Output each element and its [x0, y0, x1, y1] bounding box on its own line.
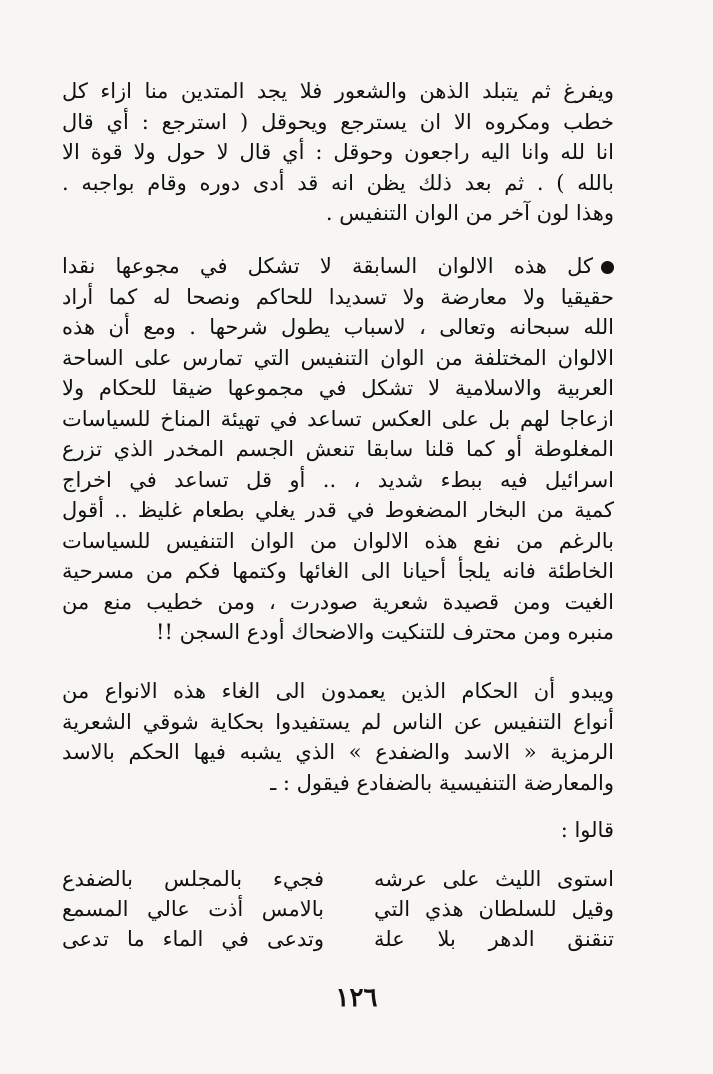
text-line: أنواع التنفيس عن الناس لم يستفيدوا بحكاية شوقي الشعرية	[62, 709, 614, 734]
text-line: انا لله وانا اليه راجعون وحوقل : أي قال لا حول ولا قوة الا	[62, 140, 614, 164]
text-line: ازعاجا لهم بل على العكس تساعد في تهيئة المناخ للسياسات	[62, 406, 614, 431]
poem-hemistich-left: وتدعى في الماء ما تدعى	[62, 927, 324, 951]
poem-hemistich-right: تنقنق الدهر بلا علة	[374, 927, 614, 951]
text-line: بالله ) . ثم بعد ذلك يظن انه قد أدى دوره وقام بواجبه .	[62, 170, 614, 195]
text-line: الالوان المختلفة من الوان التنفيس التي تمارس على الساحة	[62, 345, 614, 370]
poem	[62, 864, 614, 954]
text-line: كمية من البخار المضغوط في قدر يغلي بطعام غليظ .. أقول	[62, 498, 614, 522]
text-line: الغيت ومن قصيدة شعرية صودرت ، ومن خطيب منع من	[62, 589, 614, 614]
text-line: حقيقيا ولا معارضة ولا تسديدا للحاكم ونصحا له كما أراد	[62, 284, 614, 309]
poem-verse	[62, 864, 614, 894]
poem-hemistich-right: استوى الليث على عرشه	[374, 867, 614, 891]
text-line-content: كل هذه الالوان السابقة لا تشكل في مجوعها نقدا	[62, 254, 593, 278]
text-line: خطب ومكروه الا ان يسترجع ويحوقل ( استرجع : أي قال	[62, 109, 614, 134]
text-line: بالرغم من نفع هذه الالوان من الوان التنفيس للسياسات	[62, 528, 614, 553]
text-line-first	[62, 251, 614, 282]
text-line: العربية والاسلامية لا تشكل في مجموعها ضيقا للحكام ولا	[62, 376, 614, 400]
poem-intro-text: قالوا :	[560, 818, 614, 842]
text-line: وهذا لون آخر من الوان التنفيس .	[325, 201, 614, 225]
poem-verse	[62, 894, 614, 924]
text-line: المغلوطة أو كما قلنا سابقا تنعش الجسم المخدر الذي تزرع	[62, 437, 614, 461]
page-number: ١٢٦	[335, 983, 378, 1013]
poem-hemistich-left: فجيء بالمجلس بالضفدع	[62, 867, 324, 891]
text-line: ويفرغ ثم يتبلد الذهن والشعور فلا يجد المتدين منا ازاء كل	[62, 79, 614, 103]
text-line: منبره ومن محترف للتنكيت والاضحاك أودع السجن !!	[156, 620, 614, 644]
poem-hemistich-right: وقيل للسلطان هذي التي	[374, 897, 614, 921]
paragraph-3	[62, 676, 614, 798]
poem-verse	[62, 924, 614, 954]
text-line: الخاطئة فانه يلجأ أحيانا الى الغائها وكتمها فكم من مسرحية	[62, 559, 614, 583]
text-line: والمعارضة التنفيسية بالضفادع فيقول : ـ	[270, 770, 614, 795]
paragraph-2	[62, 251, 614, 648]
poem-hemistich-left: بالامس أذت عالي المسمع	[62, 897, 324, 921]
text-line: الرمزية « الاسد والضفدع » الذي يشبه فيها الحكم بالاسد	[62, 740, 614, 764]
text-line: اسرائيل فيه ببطء شديد ، .. أو قل تساعد في اخراج	[62, 467, 614, 492]
paragraph-1	[62, 76, 614, 229]
poem-intro	[62, 815, 614, 846]
text-line: ويبدو أن الحكام الذين يعمدون الى الغاء هذه الانواع من	[62, 679, 614, 703]
text-line: الله سبحانه وتعالى ، لاسباب يطول شرحها . ومع أن هذه	[62, 315, 614, 339]
bullet-icon	[601, 261, 614, 274]
